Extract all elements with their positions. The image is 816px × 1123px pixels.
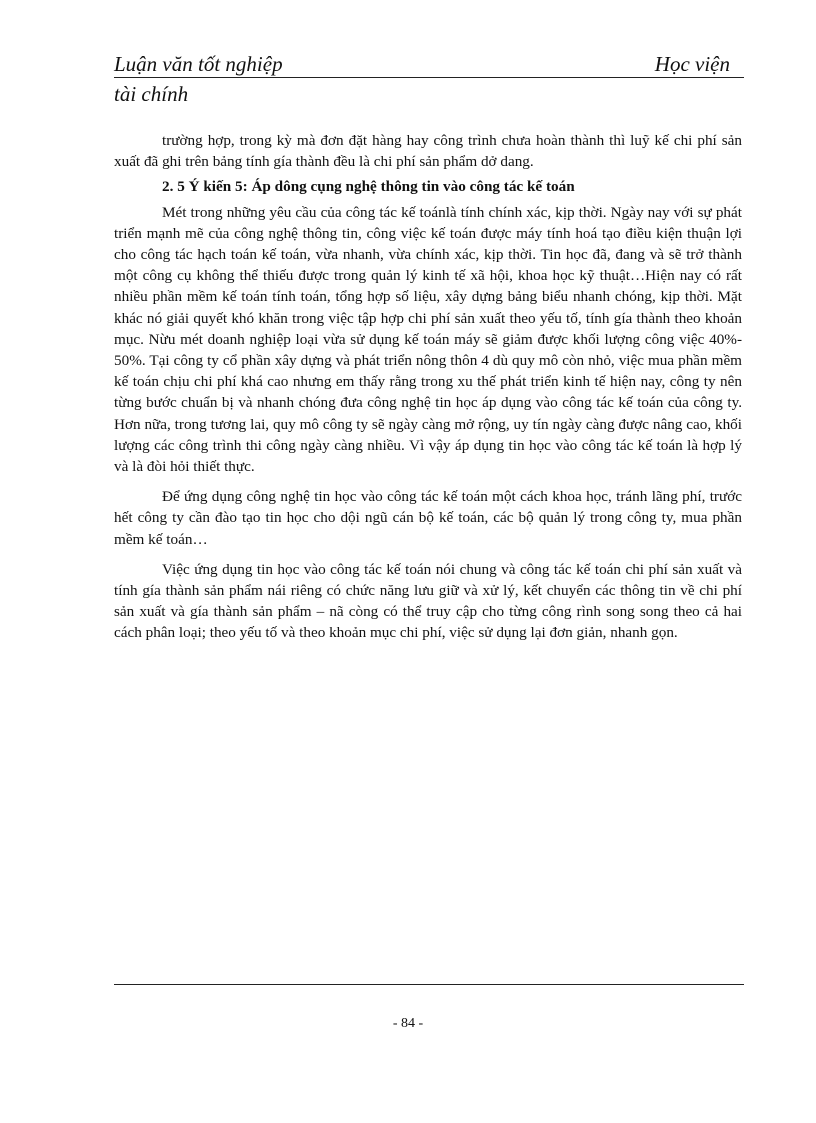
page-header xyxy=(114,52,744,108)
body-paragraph-3: Việc ứng dụng tin học vào công tác kế toán nói chung và công tác kế toán chi phí sản xuất và tính gía thành sản phẩm nái riêng có chức năng lưu giữ và xử lý, kết chuyển các thông tin về chi phí sản xuất và gía thành sản phẩm – nã còng có thể truy cập cho từng công rình song song theo cả hai cách phân loại; theo yếu tố và theo khoản mục chi phí, việc sử dụng lại đơn giản, nhanh gọn. xyxy=(114,560,742,642)
section-heading: 2. 5 Ý kiến 5: Áp dông cụng nghệ thông tin vào công tác kế toán xyxy=(162,178,575,196)
document-body xyxy=(114,130,742,644)
body-paragraph-1: Mét trong những yêu cầu của công tác kế toánlà tính chính xác, kịp thời. Ngày nay với sự phát triển mạnh mẽ của công nghệ thông tin, công việc kế toán được máy tính hoá tạo điều kiện thuận lợi cho công tác hạch toán kế toán, vừa nhanh, vừa chính xác, kịp thời. Tin học đã, đang và sẽ trở thành một công cụ không thể thiếu được trong quản lý kinh tế xã hội, khoa học kỹ thuật…Hiện nay có rất nhiều phần mềm kế toán tính toán, tổng hợp số liệu, xây dựng bảng biểu nhanh chóng, kịp thời. Mặt khác nó giải quyết khó khăn trong việc tập hợp chi phí sản xuất theo yếu tố, tính gía thành theo khoản mục. Nừu mét doanh nghiệp loại vừa sử dụng kế toán máy sẽ giảm được khối lượng công việc 40%- 50%. Tại công ty cổ phần xây dựng và phát triển nông thôn 4 dù quy mô còn nhỏ, việc mua phần mềm kế toán chịu chi phí khá cao nhưng em thấy rằng trong xu thế phát triển kinh tế hiện nay, công ty nên từng bước chuẩn bị và nhanh chóng đưa công nghệ tin học áp dụng vào công tác kế toán của công ty. Hơn nữa, trong tương lai, quy mô công ty sẽ ngày càng mở rộng, uy tín ngày càng được nâng cao, khối lượng các công trình thi công ngày càng nhiều. Vì vậy áp dụng tin học vào công tác kế toán là hợp lý và là đòi hỏi thiết thực. xyxy=(114,203,742,476)
continuation-paragraph: trường hợp, trong kỳ mà đơn đặt hàng hay công trình chưa hoàn thành thì luỹ kế chi phí sản xuất đã ghi trên bảng tính gía thành đều là chi phí sản phẩm dở dang. xyxy=(114,132,742,171)
body-paragraph-2: Để ứng dụng công nghệ tin học vào công tác kế toán một cách khoa học, tránh lãng phí, trước hết công ty cần đào tạo tin học cho dội ngũ cán bộ kế toán, các bộ quản lý trong công ty, mua phần mềm kế toán… xyxy=(114,488,742,548)
header-thesis-title: Luận văn tốt nghiệp xyxy=(114,52,283,76)
header-institution-continued: tài chính xyxy=(114,82,189,106)
header-institution: Học viện xyxy=(654,52,730,76)
header-top-line xyxy=(114,52,744,78)
footer-divider xyxy=(114,984,744,985)
page-number: - 84 - xyxy=(392,1016,424,1031)
